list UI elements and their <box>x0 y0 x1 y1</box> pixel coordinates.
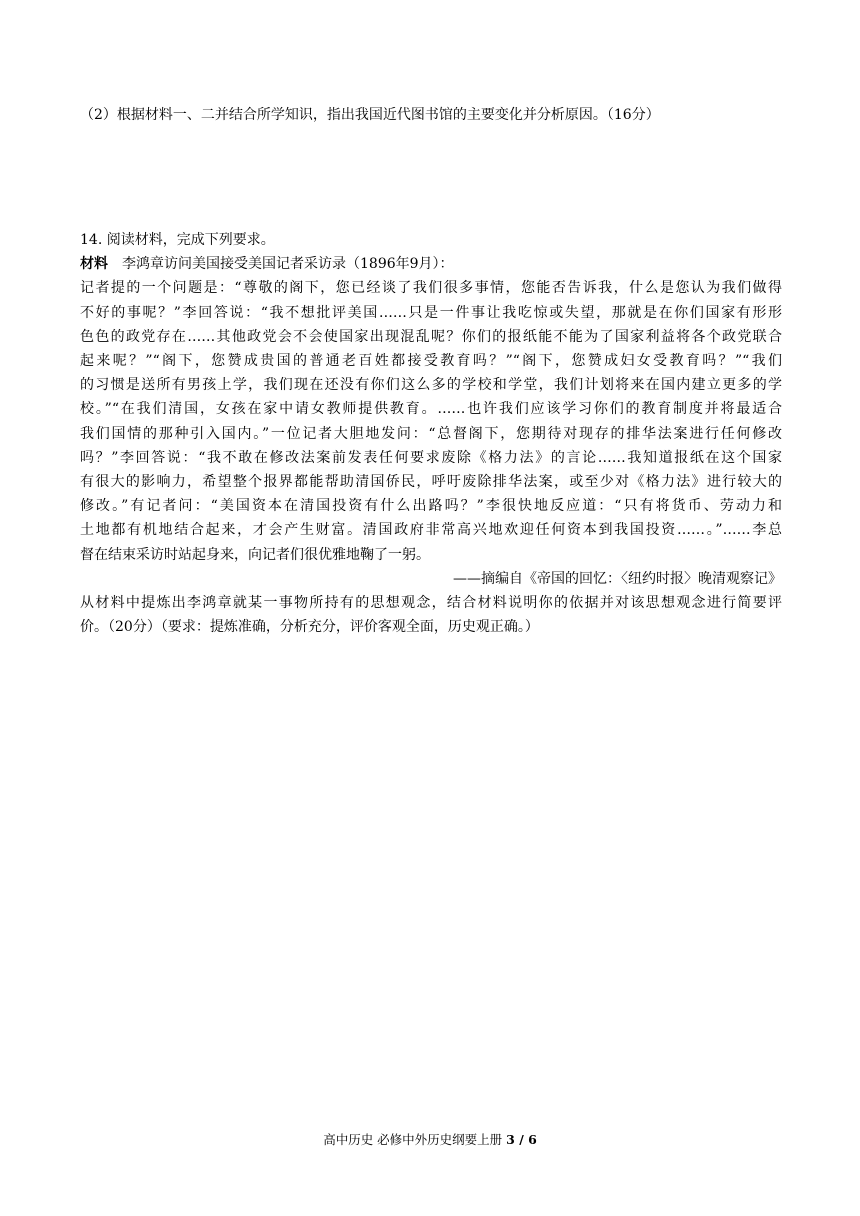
page-footer <box>0 1131 860 1149</box>
material-line-4: 起来呢？”“阁下，您赞成贵国的普通老百姓都接受教育吗？”“阁下，您赞成妇女受教育吗？”“我们 <box>80 353 782 370</box>
material-line-1: 记者提的一个问题是：“尊敬的阁下，您已经谈了我们很多事情，您能否告诉我，什么是您认为我们做得 <box>80 280 782 297</box>
material-line-8: 吗？”李回答说：“我不敢在修改法案前发表任何要求废除《格力法》的言论……我知道报纸在这个国家 <box>80 449 782 466</box>
material-label: 材料 <box>80 256 108 273</box>
material-line-2: 不好的事呢？”李回答说：“我不想批评美国……只是一件事让我吃惊或失望，那就是在你们国家有形形 <box>80 304 782 321</box>
page-number: 3 / 6 <box>506 1132 537 1147</box>
material-line-9: 有很大的影响力，希望整个报界都能帮助清国侨民，呼吁废除排华法案，或至少对《格力法》进行较大的 <box>80 474 782 491</box>
material-title: 李鸿章访问美国接受美国记者采访录（1896年9月）： <box>122 256 454 273</box>
question-14-heading: 14. 阅读材料，完成下列要求。 <box>80 232 275 248</box>
question-13-part-2-text: （2）根据材料一、二并结合所学知识，指出我国近代图书馆的主要变化并分析原因。（16分） <box>80 107 660 123</box>
material-line-11: 土地都有机地结合起来，才会产生财富。清国政府非常高兴地欢迎任何资本到我国投资……。”……李总 <box>80 522 782 539</box>
question-14 <box>80 228 782 639</box>
material-line-12: 督在结束采访时站起身来，向记者们很优雅地鞠了一躬。 <box>80 546 430 563</box>
material-line-5: 的习惯是送所有男孩上学，我们现在还没有你们这么多的学校和学堂，我们计划将来在国内建立更多的学 <box>80 377 782 394</box>
material-line-10: 修改。”有记者问：“美国资本在清国投资有什么出路吗？”李很快地反应道：“只有将货币、劳动力和 <box>80 498 782 515</box>
material-title-line <box>80 252 782 276</box>
requirement-line-1: 从材料中提炼出李鸿章就某一事物所持有的思想观念，结合材料说明你的依据并对该思想观念进行简要评 <box>80 595 782 612</box>
question-13-part-2 <box>80 103 780 127</box>
material-line-7: 我们国情的那种引入国内。”一位记者大胆地发问：“总督阁下，您期待对现存的排华法案进行任何修改 <box>80 425 782 442</box>
material-line-3: 色色的政党存在……其他政党会不会使国家出现混乱呢？你们的报纸能不能为了国家利益将各个政党联合 <box>80 328 782 345</box>
material-line-6: 校。”“在我们清国，女孩在家中请女教师提供教育。……也许我们应该学习你们的教育制度并将最适合 <box>80 401 782 418</box>
material-source: ——摘编自《帝国的回忆：〈纽约时报〉晚清观察记》 <box>453 570 782 587</box>
footer-text: 高中历史 必修中外历史纲要上册 <box>323 1132 507 1147</box>
requirement-line-2: 价。（20分）（要求：提炼准确，分析充分，评价客观全面，历史观正确。） <box>80 619 539 636</box>
